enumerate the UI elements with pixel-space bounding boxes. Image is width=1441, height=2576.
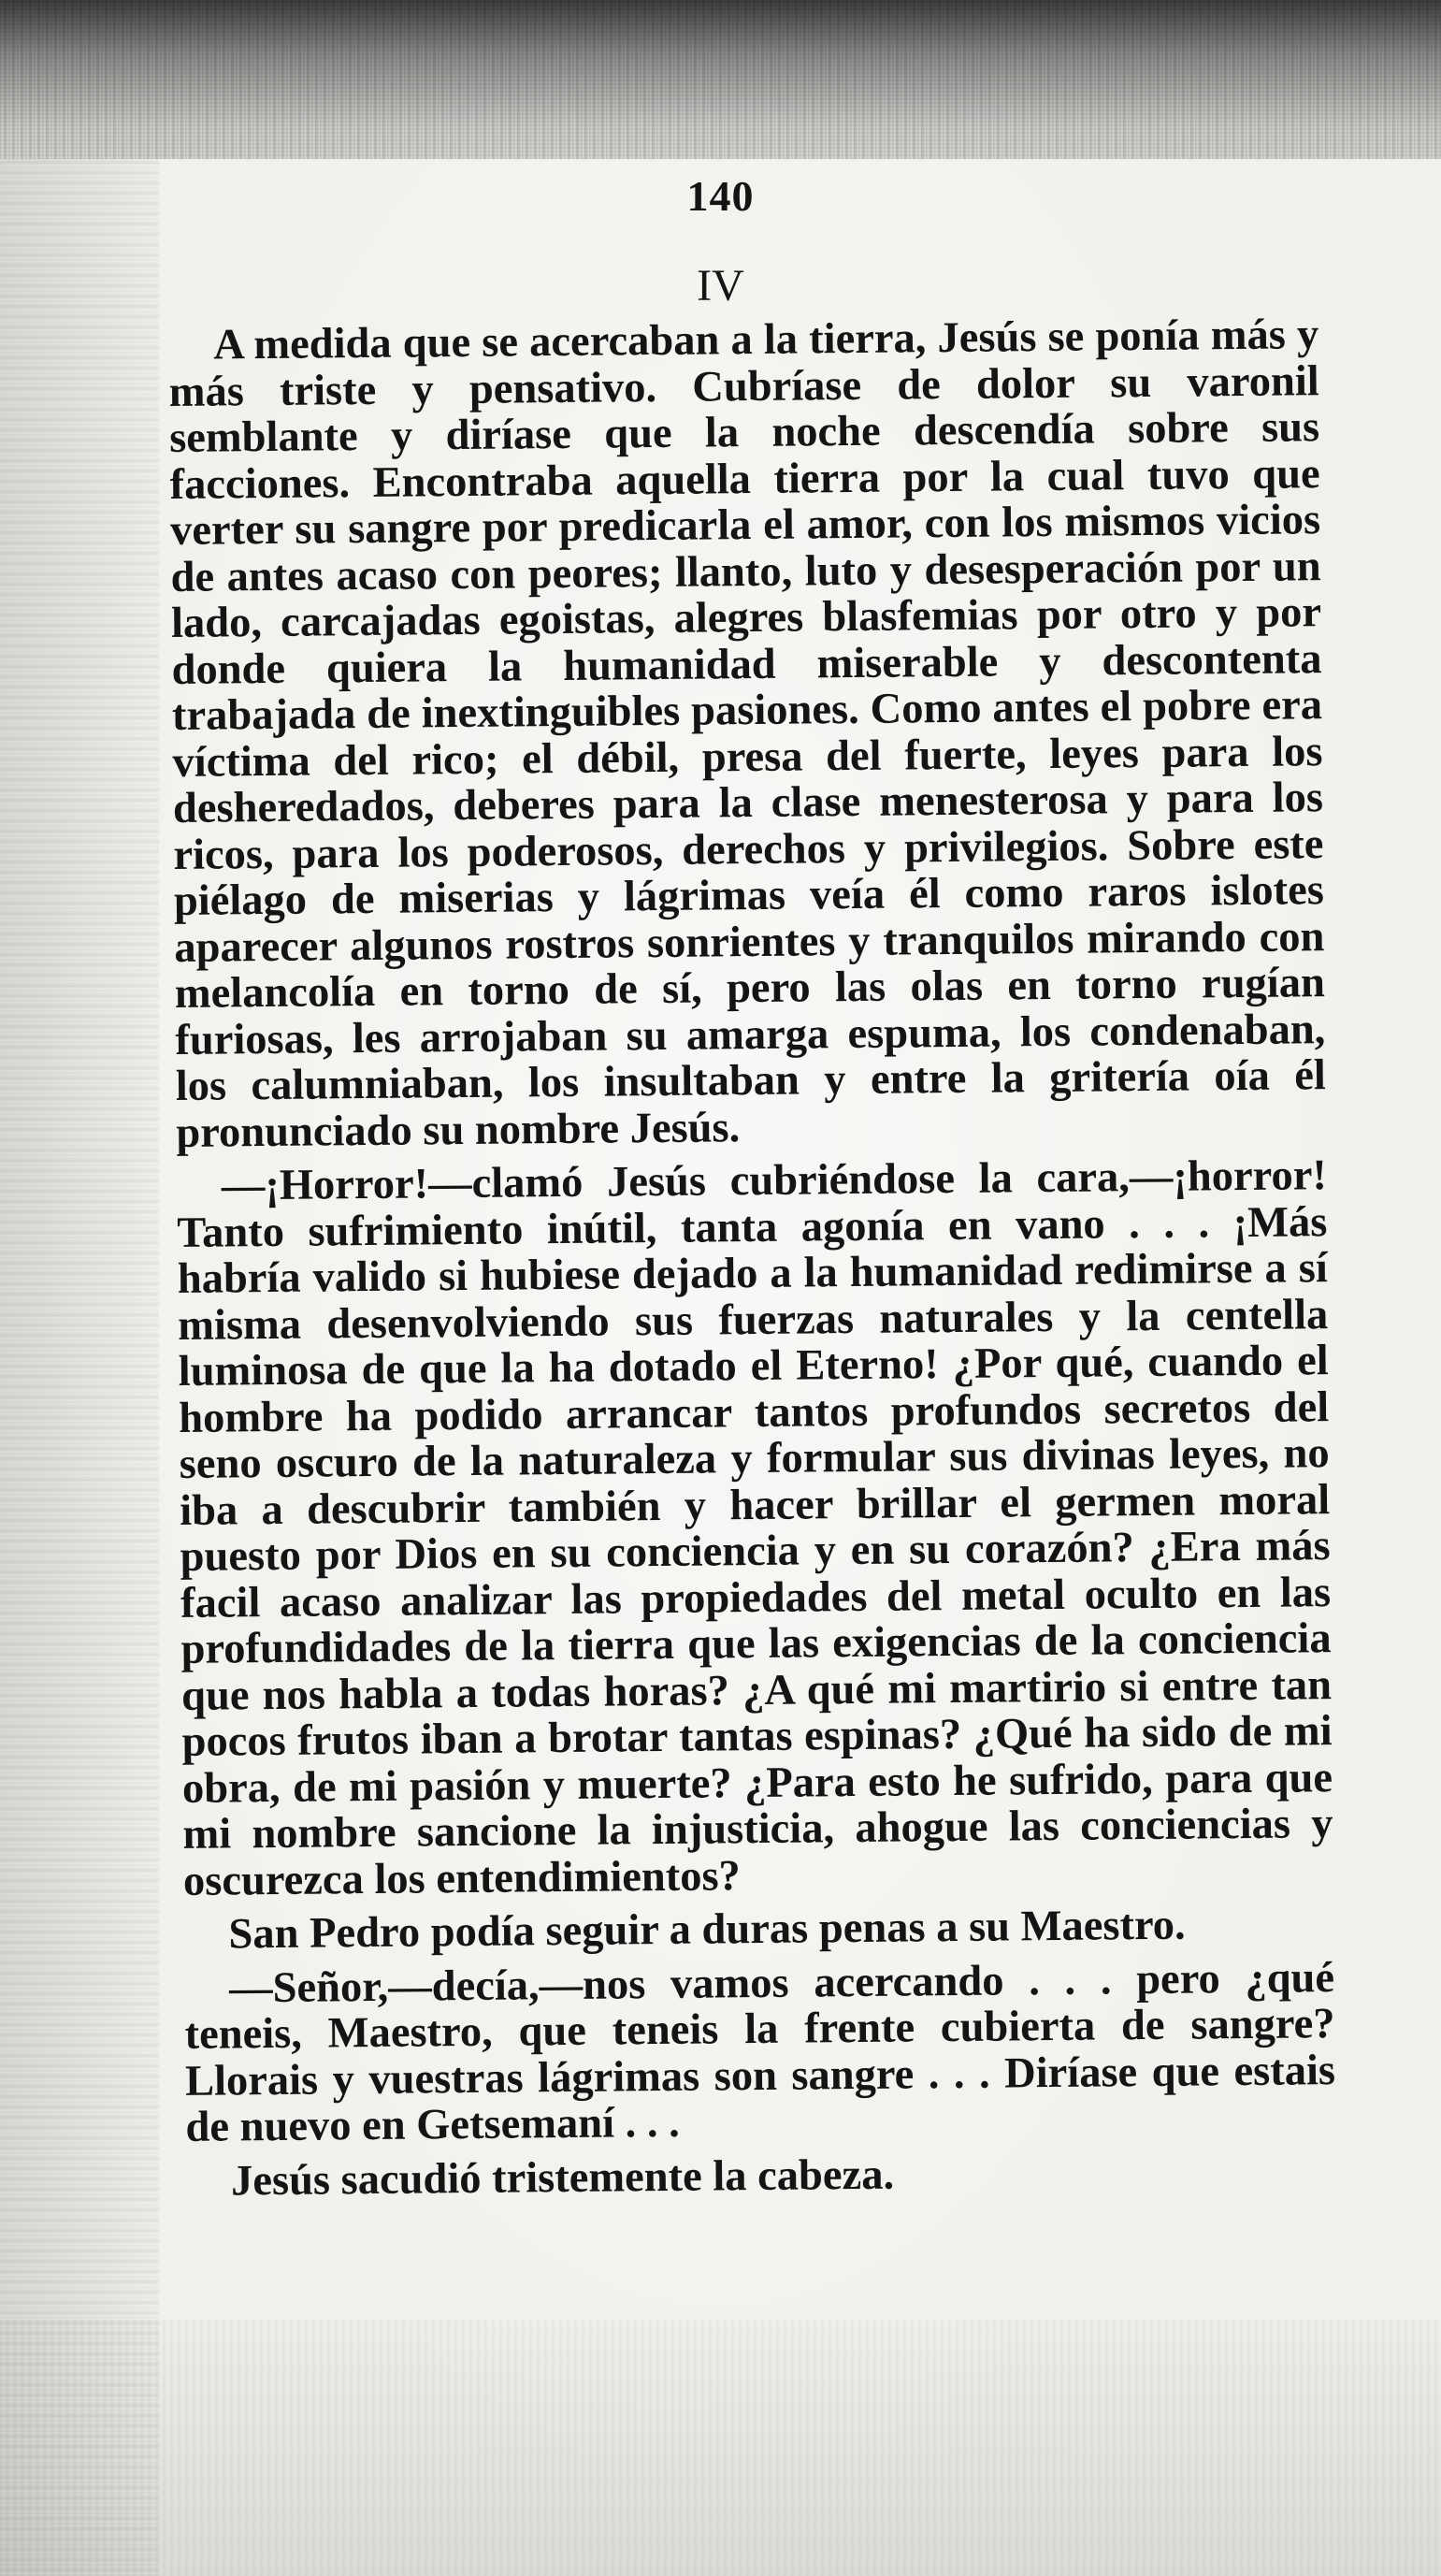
- scan-bottom-noise: [0, 2320, 1441, 2576]
- paragraph-5: Jesús sacudió tristemente la cabeza.: [230, 2150, 895, 2205]
- paragraph-1: A medida que se acercaban a la tierra, Jesús se ponía más y más triste y pensativo. Cubríase de dolor su varonil semblante y diríase que la noche descendía sobre sus facciones. Encontraba aquella tierra por la cual tuvo que verter su sangre por predicarla el amor, con los mismos vicios de antes acaso con peores; llanto, luto y desesperación por un lado, carcajadas egoistas, alegres blasfemias por otro y por donde quiera la humanidad miserable y descontenta trabajada de inextinguibles pasiones. Como antes el pobre era víctima del rico; el débil, presa del fuerte, leyes para los desheredados, deberes para la clase menesterosa y para los ricos, para los poderosos, derechos y privilegios. Sobre este piélago de miserias y lágrimas veía él como raros islotes aparecer algunos rostros sonrientes y tranquilos mirando con melancolía en torno de sí, pero las olas en torno rugían furiosas, les arrojaban su amarga espuma, los condenaban, los calumniaban, los insultaban y entre la gritería oía él pronunciado su nombre Jesús.: [168, 311, 1327, 1157]
- scan-left-margin-noise: [0, 159, 159, 2576]
- paragraph-4: —Señor,—decía,—nos vamos acercando . . . pero ¿qué teneis, Maestro, que teneis la frente cubierta de sangre? Llorais y vuestras lágrimas son sangre . . . Diríase que estais de nuevo en Getsemaní . . .: [184, 1953, 1336, 2151]
- scan-edge-shadow: [0, 0, 1441, 159]
- paragraph-2: —¡Horror!—clamó Jesús cubriéndose la cara,—¡horror! Tanto sufrimiento inútil, tanta agonía en vano . . . ¡Más habría valido si hubiese dejado a la humanidad redimirse a sí misma desenvolviendo sus fuerzas naturales y la centella luminosa de que la ha dotado el Eterno! ¿Por qué, cuando el hombre ha podido arrancar tantos profundos secretos del seno oscuro de la naturaleza y formular sus divinas leyes, no iba a descubrir también y hacer brillar el germen moral puesto por Dios en su conciencia y en su corazón? ¿Era más facil acaso analizar las propiedades del metal oculto en las profundidades de la tierra que las exigencias de la conciencia que nos habla a todas horas? ¿A qué mi martirio si entre tan pocos frutos iban a brotar tantas espinas? ¿Qué ha sido de mi obra, de mi pasión y muerte? ¿Para esto he sufrido, para que mi nombre sancione la injusticia, ahogue las conciencias y oscurezca los entendimientos?: [177, 1151, 1333, 1905]
- paragraph-3: San Pedro podía seguir a duras penas a su Maestro.: [228, 1901, 1186, 1959]
- body-text: [168, 311, 1336, 2205]
- section-heading: IV: [697, 261, 744, 311]
- page-number: 140: [686, 172, 755, 220]
